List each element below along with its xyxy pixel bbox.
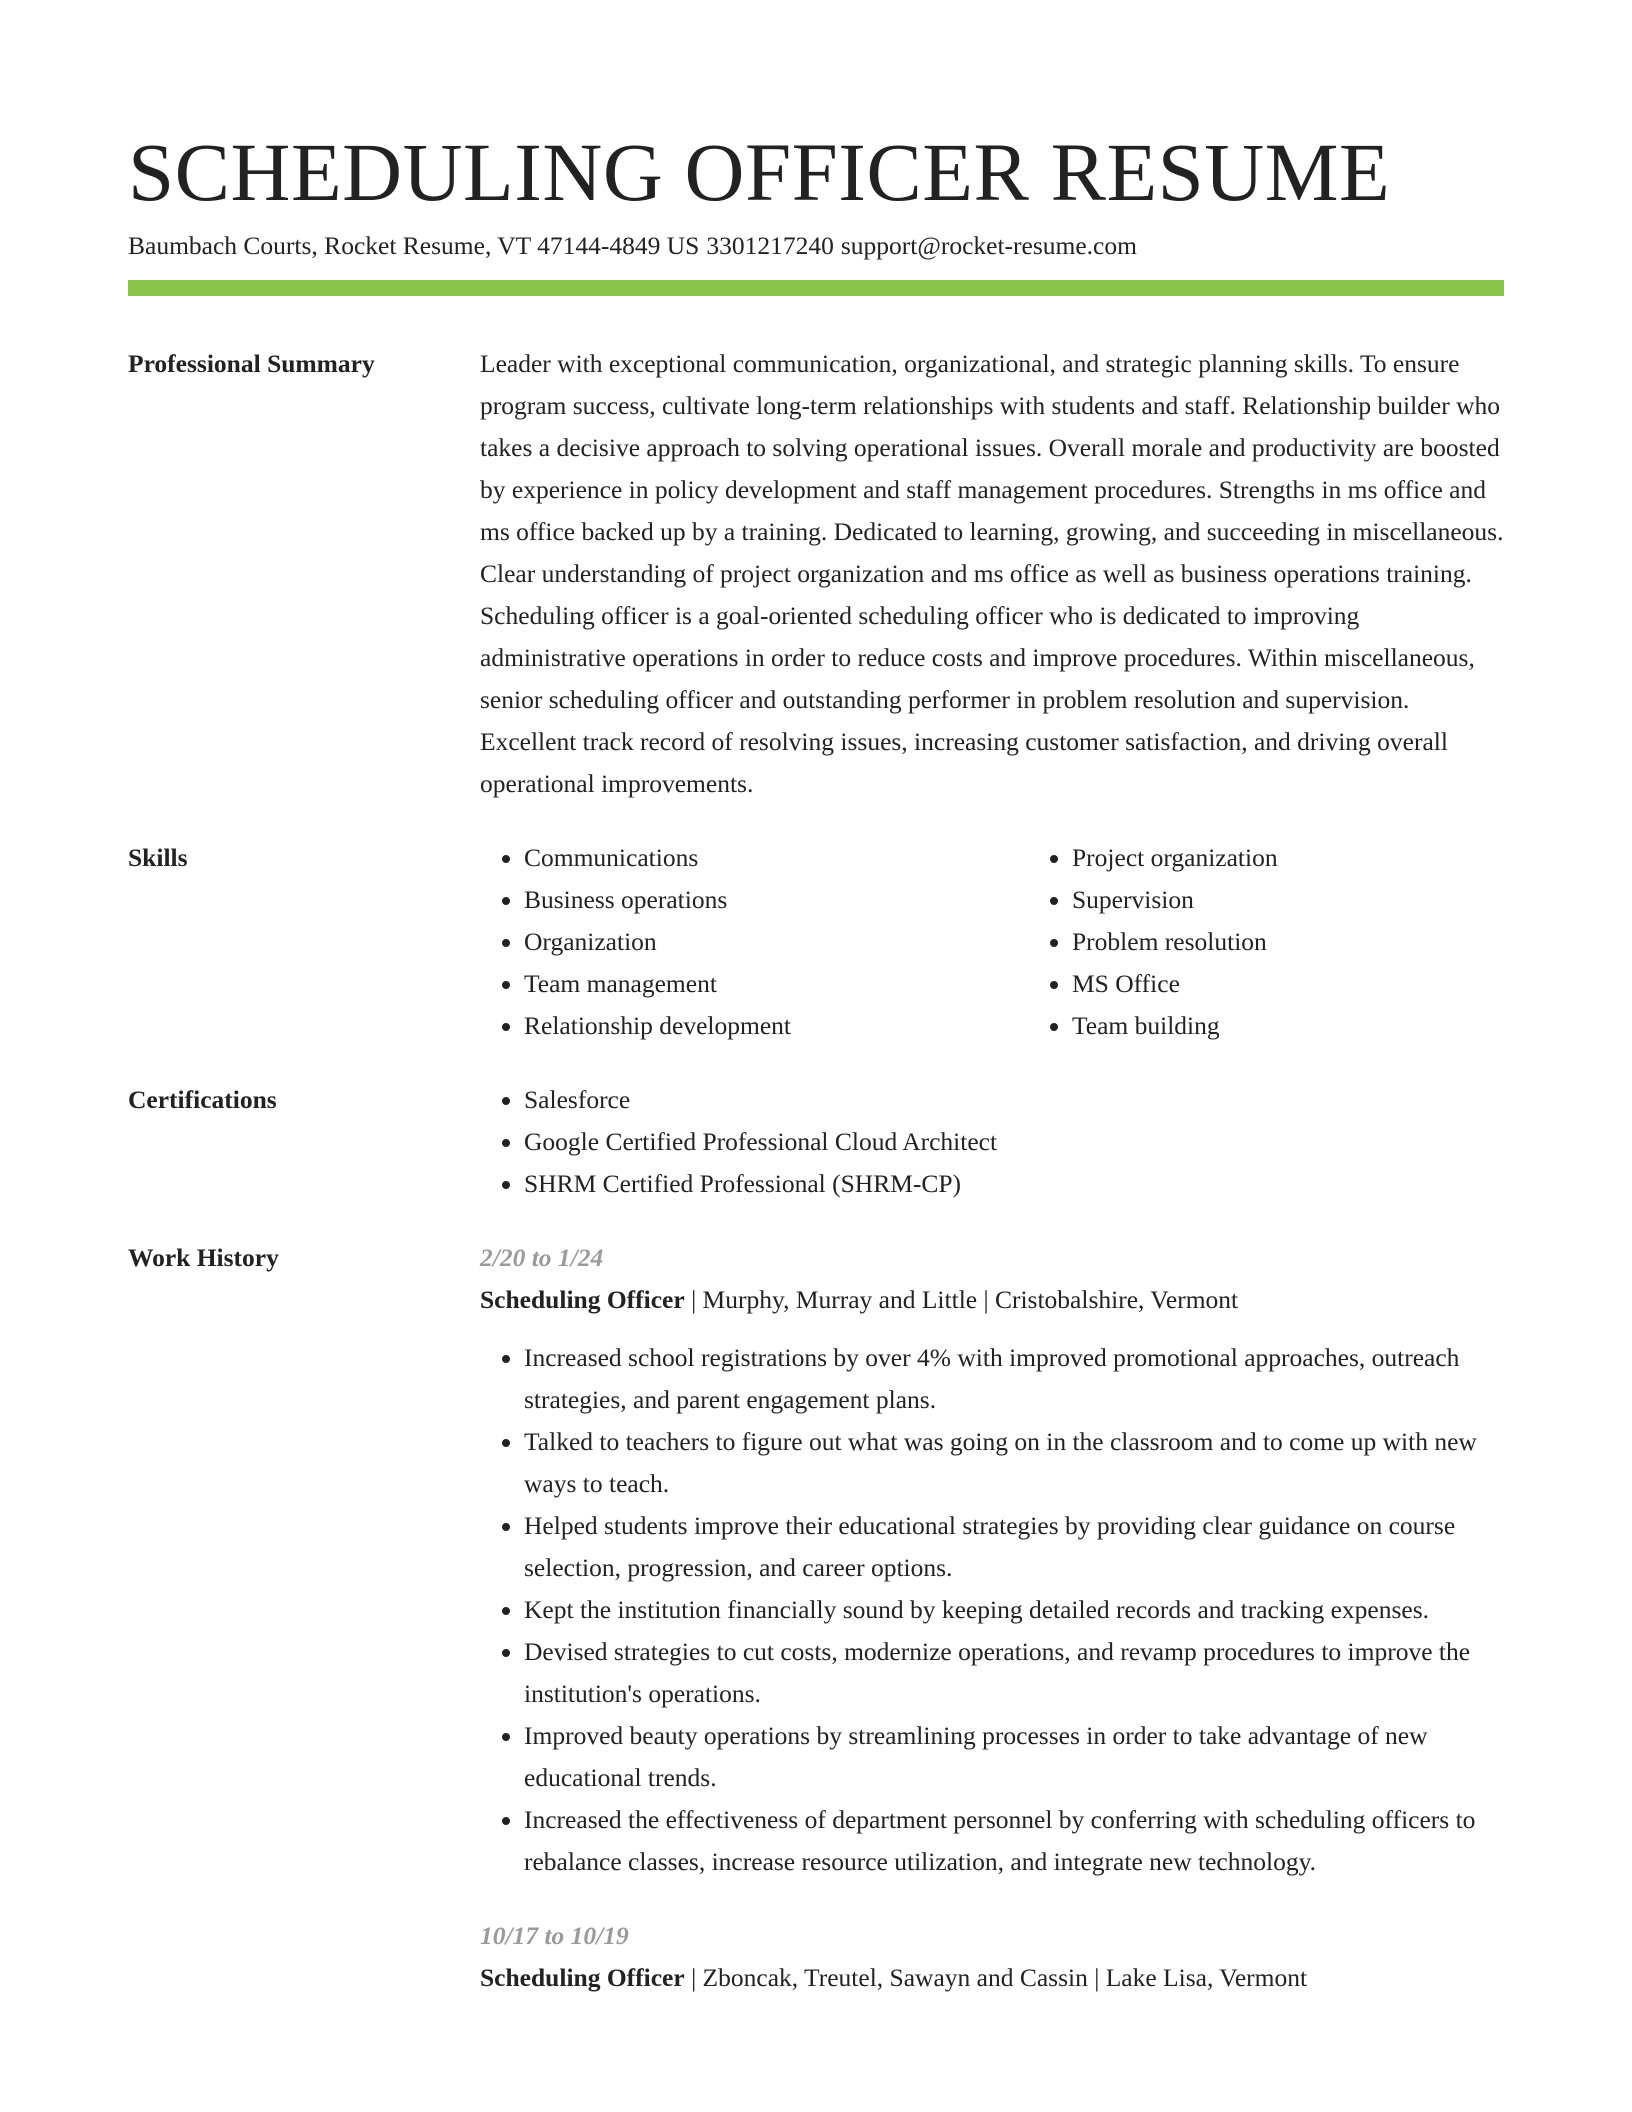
work-history-body (480, 1237, 1504, 1999)
summary-text: Leader with exceptional communication, organizational, and strategic planning skills. To ensure program success, cultivate long-term relationships with students and staff. Relationship builder who takes a decisive approach to solving operational issues. Overall morale and productivity are boosted by experience in policy development and staff management procedures. Strengths in ms office and ms office backed up by a training. Dedicated to learning, growing, and succeeding in miscellaneous. Clear understanding of project organization and ms office as well as business operations training. Scheduling officer is a goal-oriented scheduling officer who is dedicated to improving administrative operations in order to reduce costs and improve procedures. Within miscellaneous, senior scheduling officer and outstanding performer in problem resolution and supervision. Excellent track record of resolving issues, increasing customer satisfaction, and driving overall operational improvements. (480, 349, 1504, 798)
job-bullet: • Increased the effectiveness of department personnel by conferring with scheduling officers to rebalance classes, increase resource utilization, and integrate new technology. (524, 1799, 1504, 1883)
skills-list-right (1028, 837, 1576, 1047)
work-history-label: Work History (128, 1243, 279, 1272)
job-heading (480, 1279, 1504, 1322)
skill-item: • Team management (524, 963, 1028, 1005)
job-details: | Murphy, Murray and Little | Cristobalshire, Vermont (684, 1285, 1239, 1314)
certification-item: • Salesforce (524, 1079, 1504, 1121)
job-dates: 10/17 to 10/19 (480, 1920, 629, 1950)
certifications-list (480, 1079, 1504, 1205)
skill-item: • Business operations (524, 879, 1028, 921)
summary-body (480, 343, 1504, 805)
certifications-body (480, 1079, 1504, 1205)
certification-item: • SHRM Certified Professional (SHRM-CP) (524, 1163, 1504, 1205)
skill-item: • Project organization (1072, 837, 1576, 879)
summary-section (128, 343, 1504, 805)
skill-item: • Communications (524, 837, 1028, 879)
skills-list-left (480, 837, 1028, 1047)
job-details: | Zboncak, Treutel, Sawayn and Cassin | Lake Lisa, Vermont (684, 1962, 1308, 1992)
skill-item: • Organization (524, 921, 1028, 963)
skills-body (480, 837, 1576, 1047)
skill-item: • Problem resolution (1072, 921, 1576, 963)
job-title: Scheduling Officer (480, 1285, 685, 1314)
skill-item: • Relationship development (524, 1005, 1028, 1047)
job-entry (480, 1237, 1504, 1883)
header-divider (128, 280, 1504, 296)
work-history-section (128, 1237, 1504, 1999)
skills-section (128, 837, 1504, 1047)
job-bullet: • Kept the institution financially sound by keeping detailed records and tracking expenses. (524, 1589, 1504, 1631)
certification-item: • Google Certified Professional Cloud Architect (524, 1121, 1504, 1163)
summary-label: Professional Summary (128, 349, 375, 378)
job-bullet-list (480, 1337, 1504, 1883)
job-heading (480, 1957, 1504, 2000)
skill-item: • Team building (1072, 1005, 1576, 1047)
certifications-label: Certifications (128, 1085, 277, 1114)
job-title: Scheduling Officer (480, 1962, 685, 1992)
job-bullet: • Helped students improve their educational strategies by providing clear guidance on course selection, progression, and career options. (524, 1505, 1504, 1589)
resume-title: SCHEDULING OFFICER RESUME (128, 126, 1391, 218)
contact-phone: 3301217240 (706, 231, 834, 260)
job-dates: 2/20 to 1/24 (480, 1243, 604, 1272)
skills-label: Skills (128, 843, 188, 872)
contact-line (128, 229, 1504, 263)
job-entry (480, 1915, 1504, 2000)
contact-address: Baumbach Courts, Rocket Resume, VT 47144-4849 US (128, 231, 700, 260)
job-bullet: • Talked to teachers to figure out what was going on in the classroom and to come up with new ways to teach. (524, 1421, 1504, 1505)
skill-item: • MS Office (1072, 963, 1576, 1005)
contact-email: support@rocket-resume.com (840, 231, 1137, 260)
skill-item: • Supervision (1072, 879, 1576, 921)
job-bullet: • Devised strategies to cut costs, modernize operations, and revamp procedures to improve the institution's operations. (524, 1631, 1504, 1715)
resume-page (128, 124, 1504, 1999)
certifications-section (128, 1079, 1504, 1205)
job-bullet: • Improved beauty operations by streamlining processes in order to take advantage of new educational trends. (524, 1715, 1504, 1799)
job-bullet: • Increased school registrations by over 4% with improved promotional approaches, outreach strategies, and parent engagement plans. (524, 1337, 1504, 1421)
